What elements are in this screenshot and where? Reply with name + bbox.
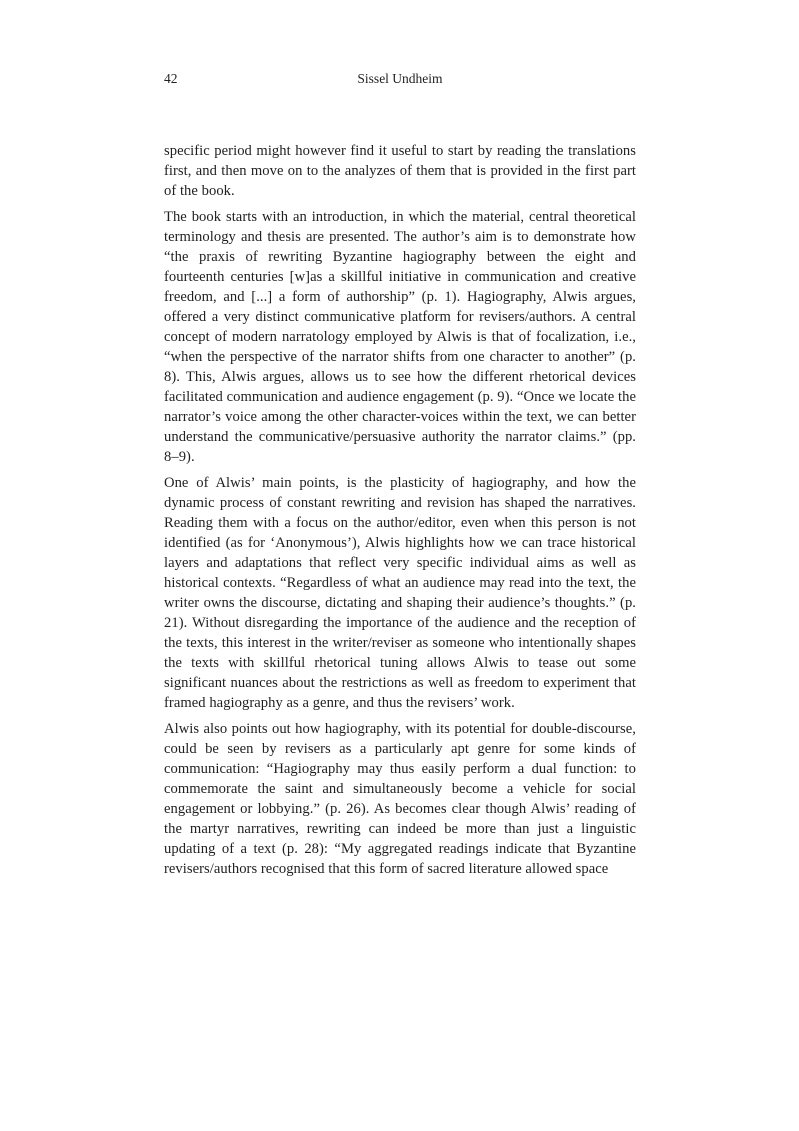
paragraph: specific period might however find it useful to start by reading the translations first, and then move on to the analyzes of them that is provided in the first part of the book. <box>164 143 636 199</box>
paragraph: The book starts with an introduction, in which the material, central theoretical terminology and thesis are presented. The author’s aim is to demonstrate how “the praxis of rewriting Byzantine hagiography between the eight and fourteenth centuries [w]as a skillful initiative in communication and creative freedom, and [...] a form of authorship” (p. 1). Hagiography, Alwis argues, offered a very distinct communicative platform for revisers/authors. A central concept of modern narratology employed by Alwis is that of focalization, i.e., “when the perspective of the narrator shifts from one character to another” (p. 8). This, Alwis argues, allows us to see how the different rhetorical devices facilitated communication and audience engagement (p. 9). “Once we locate the narrator’s voice among the other character-voices within the text, we can better understand the communicative/persuasive authority the narrator claims.” (pp. 8–9). <box>164 209 636 465</box>
running-header: Sissel Undheim <box>357 71 443 86</box>
page-number: 42 <box>164 71 178 86</box>
paragraph: Alwis also points out how hagiography, with its potential for double-discourse, could be seen by revisers as a particularly apt genre for some kinds of communication: “Hagiography may thus easily perform a dual function: to commemorate the saint and simultaneously become a vehicle for social engagement or lobbying.” (p. 26). As becomes clear though Alwis’ reading of the martyr narratives, rewriting can indeed be more than just a linguistic updating of a text (p. 28): “My aggregated readings indicate that Byzantine revisers/authors recognised that this form of sacred literature allowed space <box>164 721 636 877</box>
page-header <box>164 70 636 88</box>
paragraph: One of Alwis’ main points, is the plasticity of hagiography, and how the dynamic process of constant rewriting and revision has shaped the narratives. Reading them with a focus on the author/editor, even when this person is not identified (as for ‘Anonymous’), Alwis highlights how we can trace historical layers and adaptations that reflect very specific individual aims as well as historical contexts. “Regardless of what an audience may read into the text, the writer owns the discourse, dictating and shaping their audience’s thoughts.” (p. 21). Without disregarding the importance of the audience and the reception of the texts, this interest in the writer/reviser as someone who intentionally shapes the texts with skillful rhetorical tuning allows Alwis to tease out some significant nuances about the restrictions as well as freedom to experiment that framed hagiography as a genre, and thus the revisers’ work. <box>164 475 636 711</box>
page-body <box>164 141 636 885</box>
